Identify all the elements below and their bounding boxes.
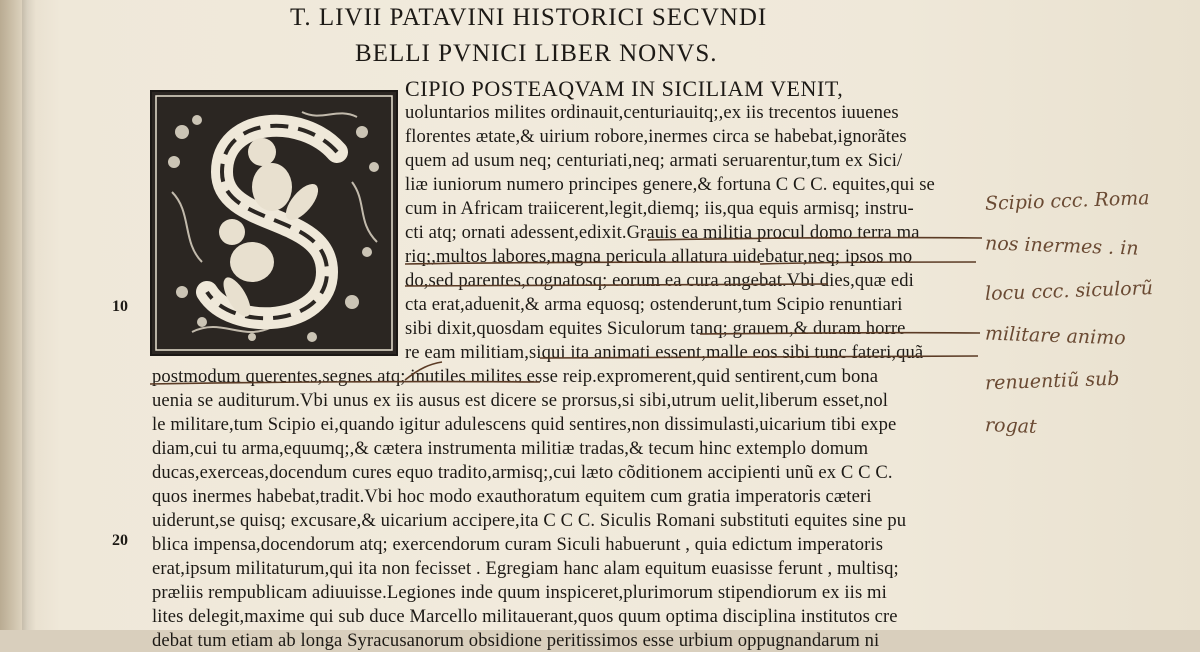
text-line: præliis rempublicam adiuuisse.Legiones inde quum inspiceret,plurimorum stipendiorum ex iis mi (152, 582, 887, 603)
running-title-line-1: T. LIVII PATAVINI HISTORICI SECVNDI (290, 4, 768, 31)
binding-shadow (22, 0, 36, 630)
show-through-mark (100, 112, 140, 128)
text-line: blica impensa,docendorum atq; exercendorum curam Siculi habuerunt , quia edictum imperatoris (152, 534, 884, 555)
text-line: quem ad usum neq; centuriati,neq; armati seruarentur,tum ex Sici/ (405, 150, 903, 171)
text-line: liæ iuniorum numero principes genere,& fortuna C C C. equites,qui se (405, 174, 935, 195)
opening-line: CIPIO POSTEAQVAM IN SICILIAM VENIT, (405, 76, 844, 101)
handwritten-line: rogat (984, 414, 1038, 438)
handwritten-line: renuentiũ sub (984, 367, 1120, 395)
text-line: florentes ætate,& uirium robore,inermes circa se habebat,ignorãtes (405, 126, 907, 147)
handwritten-line: militare animo (984, 322, 1127, 350)
text-line: uoluntarios milites ordinauit,centuriauitq;,ex iis trecentos iuuenes (405, 102, 899, 123)
text-line: cum in Africam traiicerent,legit,diemq; iis,qua equis armisq; instru- (405, 198, 914, 219)
text-line: cti atq; ornati adessent,edixit.Grauis ea militia procul domo terra ma (405, 222, 920, 243)
handwritten-line: Scipio ccc. Roma (984, 187, 1150, 215)
text-line: diam,cui tu arma,equumq;,& cætera instrumenta militiæ tradas,& tecum hinc extemplo domum (152, 438, 869, 459)
running-title-line-2: BELLI PVNICI LIBER NONVS. (355, 40, 718, 67)
text-line: do,sed parentes,cognatosq; eorum ea cura angebat.Vbi dies,quæ edi (405, 270, 914, 291)
bleed-through-text (120, 2, 260, 16)
text-line: lites delegit,maxime qui sub duce Marcello militauerant,quos quum optima disciplina institutos cre (152, 606, 898, 627)
text-line: ducas,exerceas,docendum cures equo tradito,armisq;,cui læto cõditionem accipienti unũ ex C C C. (152, 462, 893, 483)
handwritten-line: nos inermes . in (984, 232, 1139, 260)
text-line: sibi dixit,quosdam equites Siculorum tanq; grauem,& duram horre (405, 318, 906, 339)
decorated-initial-s (150, 90, 398, 356)
text-line: cta erat,aduenit,& arma equosq; ostenderunt,tum Scipio renuntiari (405, 294, 903, 315)
initial-woodcut-illustration (152, 92, 396, 354)
text-line: le militare,tum Scipio ei,quando igitur adulescens quid sentires,non dissimulasti,uicarium tibi expe (152, 414, 897, 435)
text-line: postmodum querentes,segnes atq; inutiles milites esse reip.expromerent,quid sentirent,cum bona (152, 366, 879, 387)
text-line: re eam militiam,siqui ita animati essent,malle eos sibi tunc fateri,quã (405, 342, 924, 363)
text-line: debat tum etiam ab longa Syracusanorum obsidione peritissimos esse urbium oppugnandarum ni (152, 630, 880, 651)
margin-line-number: 20 (112, 532, 128, 549)
text-line: uiderunt,se quisq; excusare,& uicarium accipere,ita C C C. Siculis Romani substituti equites sine pu (152, 510, 907, 531)
text-line: quos inermes habebat,tradit.Vbi hoc modo exauthoratum equitem cum gratia imperatoris cæteri (152, 486, 872, 507)
text-line: riq;,multos labores,magna pericula allatura uidebatur,neq; ipsos mo (405, 246, 913, 267)
handwritten-line: locu ccc. siculorũ (984, 277, 1154, 305)
text-line: erat,ipsum militaturum,qui ita non fecisset . Egregiam hanc alam equitum euasisse ferunt , multisq; (152, 558, 899, 579)
text-line: uenia se auditurum.Vbi unus ex iis ausus est dicere se prorsus,si sibi,utrum uelit,liberum esset,nol (152, 390, 889, 411)
margin-line-number: 10 (112, 298, 128, 315)
